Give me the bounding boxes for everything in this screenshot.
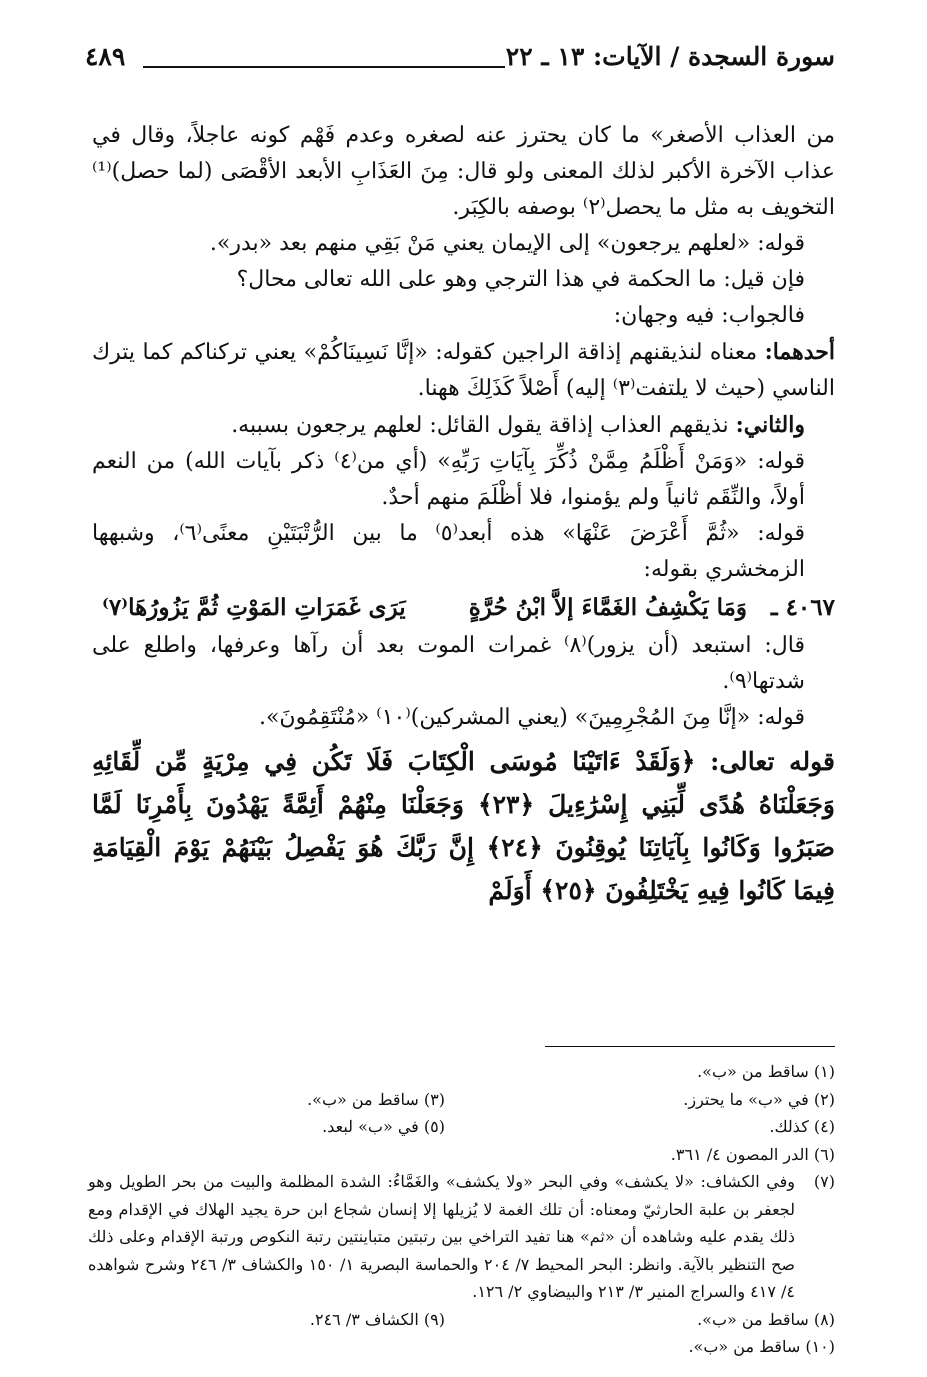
paragraph-5-text: معناه لنذيقنهم إذاقة الراجين كقوله: «إنَّا نَسِينَاكُمْ» يعني تركناكم كما يترك الناسي (حيث لا يلتفت⁽٣⁾ إليه) أَصْلاً كَذَلِكَ ههنا.: [92, 340, 835, 401]
footnote-row: [88, 1141, 835, 1169]
paragraph-2: قوله: «لعلهم يرجعون» إلى الإيمان يعني مَنْ بَقِي منهم بعد «بدر».: [209, 231, 805, 256]
footnote-6: (٦) الدر المصون ٤/ ٣٦١.: [670, 1144, 835, 1164]
paragraph-10: قوله: «إنَّا مِنَ المُجْرِمِينَ» (يعني المشركين)⁽١٠⁾ «مُنْتَقِمُونَ».: [258, 705, 805, 730]
poetry-verse: [92, 588, 835, 628]
paragraph-4: فالجواب: فيه وجهان:: [613, 303, 805, 328]
verse-first-hemistich: وَمَا يَكْشِفُ الغَمَّاءَ إلاَّ ابْنُ حُرَّةٍ: [468, 594, 747, 621]
paragraph-1: من العذاب الأصغر» ما كان يحترز عنه لصغره وعدم فَهْم كونه عاجلاً، وقال في عذاب الآخرة الأكبر لذلك المعنى ولو قال: مِنَ العَذَابِ الأبعد الأقْصَى (لما حصل)⁽¹⁾ التخويف به مثل ما يحصل⁽٢⁾ بوصفه بالكِبَر.: [92, 123, 835, 220]
footnote-7-text: وفي الكشاف: «لا يكشف» وفي البحر «ولا يكشف» والغَمَّاءُ: الشدة المظلمة والبيت من بحر الطويل وهو لجعفر بن علبة الحارثيّ ومعناه: أن تلك الغمة لا يُزيلها إلا إنسان شجاع ابن حرة يجيد الهلاك في الإقدام ومع ذلك يقدم عليه وشاهده أن «ثم» هنا تفيد التراخي بين رتبتين متباينتين رتبة النكوص ورتبة الإقدام وعلى ذلك صح التنظير بالآية. وانظر: البحر المحيط ٧/ ٢٠٤ والحماسة البصرية ١/ ١٥٠ والكشاف ٣/ ٢٤٦ وشرح شواهده ٤/ ٤١٧ والسراج المنير ٣/ ٢١٣ والبيضاوي ٢/ ١٢٦.: [88, 1172, 796, 1301]
footnote-row: [88, 1113, 835, 1141]
paragraph-6-text: نذيقهم العذاب إذاقة يقول القائل: لعلهم يرجعون بسببه.: [231, 413, 729, 438]
footnote-row: [88, 1306, 835, 1334]
footnote-8: (٨) ساقط من «ب».: [697, 1309, 835, 1329]
page-number: ٤٨٩: [85, 42, 126, 71]
footnote-5: (٥) في «ب» لبعد.: [322, 1117, 445, 1136]
footnote-7: [88, 1168, 835, 1306]
footnote-3: (٣) ساقط من «ب».: [307, 1089, 445, 1109]
footnote-row: [88, 1058, 835, 1086]
paragraph-7: قوله: «وَمَنْ أَظْلَمُ مِمَّنْ ذُكِّرَ بِآيَاتِ رَبِّهِ» (أي من⁽٤⁾ ذكر بآيات الله) من النعم أولاً، والنِّقَم ثانياً ولم يؤمنوا، فلا أظْلَمَ منهم أحدٌ.: [92, 449, 806, 510]
verse-number: ٤٠٦٧ ـ: [770, 594, 835, 621]
footnote-4: (٤) كذلك.: [769, 1117, 835, 1136]
footnote-separator: [545, 1046, 835, 1047]
main-text: [92, 118, 835, 937]
quran-passage: قوله تعالى: ﴿وَلَقَدْ ءَاتَيْنَا مُوسَى الْكِتَابَ فَلَا تَكُن فِي مِرْيَةٍ مِّن لِّقَائِهِ وَجَعَلْنَاهُ هُدًى لِّبَنِي إِسْرَٰءِيلَ ﴿٢٣﴾ وَجَعَلْنَا مِنْهُمْ أَئِمَّةً يَهْدُونَ بِأَمْرِنَا لَمَّا صَبَرُوا وَكَانُوا بِآيَاتِنَا يُوقِنُونَ ﴿٢٤﴾ إِنَّ رَبَّكَ هُوَ يَفْصِلُ بَيْنَهُمْ يَوْمَ الْقِيَامَةِ فِيمَا كَانُوا فِيهِ يَخْتَلِفُونَ ﴿٢٥﴾ أَوَلَمْ: [92, 747, 835, 905]
paragraph-6-label: والثاني:: [735, 412, 805, 438]
footnote-7-label: (٧): [813, 1172, 835, 1191]
running-title: سورة السجدة / الآيات: ١٣ ـ ٢٢: [505, 42, 835, 71]
footnote-1: (١) ساقط من «ب».: [697, 1062, 835, 1081]
verse-second-hemistich: يَرَى غَمَرَاتِ المَوْتِ ثُمَّ يَزُورُهَا⁽٧⁾: [102, 594, 406, 621]
footnote-9: (٩) الكشاف ٣/ ٢٤٦.: [309, 1309, 445, 1329]
footnotes: [88, 1058, 835, 1361]
paragraph-8: قوله: «ثُمَّ أَعْرَضَ عَنْهَا» هذه أبعد⁽٥⁾ ما بين الرُّتْبَتَيْنِ معنًى⁽٦⁾، وشبهها الزمخشري بقوله:: [92, 521, 806, 582]
paragraph-3: فإن قيل: ما الحكمة في هذا الترجي وهو على الله تعالى محال؟: [236, 267, 805, 292]
footnote-row: [88, 1333, 835, 1361]
page-header: [85, 38, 835, 78]
header-rule: [143, 66, 505, 68]
footnote-row: [88, 1086, 835, 1114]
paragraph-9: قال: استبعد (أن يزور)⁽٨⁾ غمرات الموت بعد أن رآها وعرفها، واطلع على شدتها⁽٩⁾.: [92, 633, 805, 694]
footnote-2: (٢) في «ب» ما يحترز.: [683, 1089, 835, 1109]
paragraph-5: [92, 334, 835, 407]
paragraph-6: [92, 407, 835, 444]
paragraph-5-label: أحدهما:: [764, 339, 835, 365]
footnote-10: (١٠) ساقط من «ب».: [688, 1337, 835, 1356]
